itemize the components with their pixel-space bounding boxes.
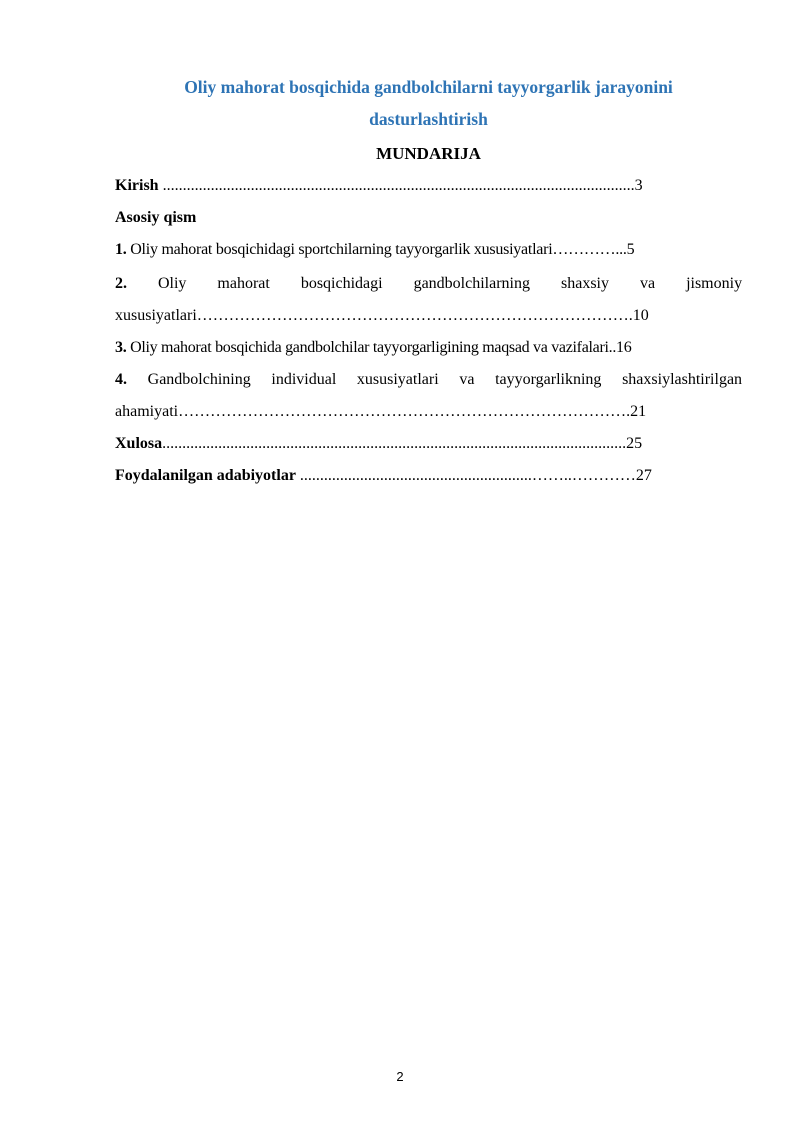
toc-entry-number: 1.	[115, 241, 127, 258]
toc-entry-word: va	[459, 371, 475, 388]
toc-entry-number: 2.	[115, 275, 127, 292]
toc-entry-2-line-1	[115, 276, 742, 292]
toc-entry-word: xususiyatlari	[356, 371, 439, 388]
toc-entry-word: individual	[271, 371, 337, 388]
toc-entry-text: Oliy mahorat bosqichida gandbolchilar tayyorgarligining maqsad va vazifalari..16	[126, 339, 632, 356]
toc-entry-word: gandbolchilarning	[413, 275, 530, 292]
toc-entry-kirish	[115, 178, 742, 194]
toc-entry-word: jismoniy	[686, 275, 743, 292]
toc-entry-4-line-2	[115, 404, 742, 420]
toc-entry-word: mahorat	[217, 275, 270, 292]
toc-entry-word: va	[639, 275, 656, 292]
toc-entry-word: shaxsiylashtirilgan	[622, 371, 743, 388]
toc-entry-3	[115, 340, 742, 356]
toc-section-label: Asosiy qism	[115, 209, 197, 226]
toc-entry-word: tayyorgarlikning	[495, 371, 602, 388]
toc-entry-text: ahamiyati………………………………………………………………………….21	[115, 403, 647, 420]
toc-entry-word: Oliy	[157, 275, 187, 292]
toc-entry-2-line-2	[115, 308, 742, 324]
toc-entry-word: bosqichidagi	[300, 275, 383, 292]
toc-entry-leader: ......................................................................................................................3	[158, 177, 643, 194]
toc-heading: MUNDARIJA	[376, 144, 481, 163]
toc-entry-number: 4.	[115, 371, 127, 388]
page-number: 2	[396, 1069, 404, 1084]
toc-entry-1	[115, 242, 742, 258]
toc-entry-label: Kirish	[115, 177, 159, 194]
toc-entry-leader: ....................................................................................................................25	[162, 435, 643, 452]
toc-entry-4-line-1	[115, 372, 742, 388]
toc-entry-xulosa	[115, 436, 742, 452]
toc-entry-word: Gandbolchining	[147, 371, 251, 388]
toc-section-asosiy	[115, 210, 742, 226]
toc-entry-text: xususiyatlari……………………………………………………………………….10	[115, 307, 649, 324]
toc-entry-leader: ..........................................................……..…………27	[295, 467, 652, 484]
document-title-line-2: dasturlashtirish	[369, 109, 488, 129]
toc-entry-text: Oliy mahorat bosqichidagi sportchilarning tayyorgarlik xususiyatlari…………...5	[126, 241, 635, 258]
toc-entry-label: Foydalanilgan adabiyotlar	[115, 467, 296, 484]
toc-entry-word: shaxsiy	[560, 275, 609, 292]
document-title-line-1: Oliy mahorat bosqichida gandbolchilarni tayyorgarlik jarayonini	[184, 77, 673, 97]
toc-entry-foydalanilgan	[115, 468, 742, 484]
toc-entry-label: Xulosa	[115, 435, 163, 452]
toc-entry-number: 3.	[115, 339, 127, 356]
